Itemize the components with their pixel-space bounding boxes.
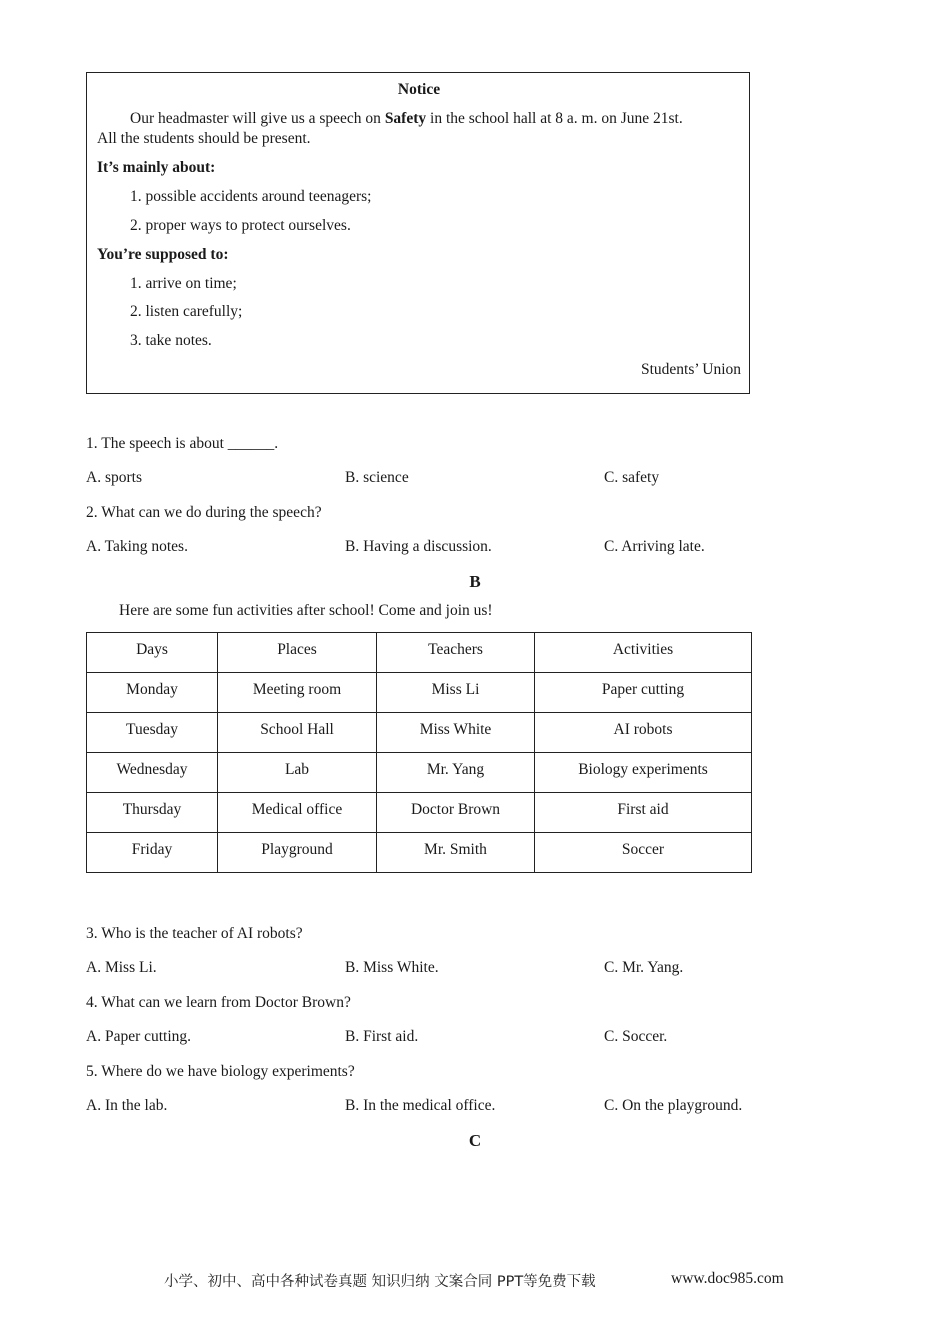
table-cell: Lab [218, 753, 377, 793]
table-cell: First aid [535, 793, 752, 833]
table-cell: Monday [87, 673, 218, 713]
question-2: 2. What can we do during the speech? [86, 504, 322, 521]
notice-title: Notice [397, 81, 441, 98]
notice-intro: Our headmaster will give us a speech on Safety in the school hall at 8 a. m. on June 21st. [130, 110, 683, 127]
section-c-letter: C [468, 1131, 482, 1150]
table-row [87, 673, 752, 713]
table-cell: School Hall [218, 713, 377, 753]
option-1c: C. safety [604, 469, 660, 486]
option-5c: C. On the playground. [604, 1097, 743, 1114]
supposed-heading: You’re supposed to: [97, 246, 229, 263]
option-4a: A. Paper cutting. [86, 1028, 192, 1045]
option-3c: C. Mr. Yang. [604, 959, 684, 976]
table-cell: Doctor Brown [377, 793, 535, 833]
option-3b: B. Miss White. [345, 959, 439, 976]
option-4b: B. First aid. [345, 1028, 419, 1045]
table-header-cell: Teachers [377, 633, 535, 673]
table-cell: Playground [218, 833, 377, 873]
option-2a: A. Taking notes. [86, 538, 188, 555]
option-3a: A. Miss Li. [86, 959, 157, 976]
option-2b: B. Having a discussion. [345, 538, 492, 555]
table-cell: Mr. Yang [377, 753, 535, 793]
table-header-cell: Activities [535, 633, 752, 673]
table-row [87, 793, 752, 833]
table-cell: Biology experiments [535, 753, 752, 793]
question-5: 5. Where do we have biology experiments? [86, 1063, 355, 1080]
table-cell: Meeting room [218, 673, 377, 713]
section-b-letter: B [469, 572, 481, 591]
safety-keyword: Safety [384, 110, 427, 127]
table-cell: Mr. Smith [377, 833, 535, 873]
table-row [87, 753, 752, 793]
table-cell: Tuesday [87, 713, 218, 753]
question-3: 3. Who is the teacher of AI robots? [86, 925, 303, 942]
about-heading: It’s mainly about: [97, 159, 216, 176]
option-1b: B. science [345, 469, 409, 486]
table-cell: AI robots [535, 713, 752, 753]
table-row [87, 713, 752, 753]
notice-intro-line2: All the students should be present. [97, 130, 311, 147]
option-4c: C. Soccer. [604, 1028, 668, 1045]
option-1a: A. sports [86, 469, 142, 486]
supposed-item: 1. arrive on time; [130, 275, 237, 292]
table-header-cell: Places [218, 633, 377, 673]
table-cell: Wednesday [87, 753, 218, 793]
table-row [87, 833, 752, 873]
about-item: 1. possible accidents around teenagers; [130, 188, 372, 205]
option-5a: A. In the lab. [86, 1097, 168, 1114]
notice-signature: Students’ Union [640, 361, 741, 378]
table-cell: Miss White [377, 713, 535, 753]
footer-text: 小学、初中、高中各种试卷真题 知识归纳 文案合同 PPT等免费下载 [164, 1274, 596, 1290]
option-2c: C. Arriving late. [604, 538, 705, 555]
table-cell: Thursday [87, 793, 218, 833]
activities-table [86, 632, 752, 873]
footer-url[interactable]: www.doc985.com [671, 1270, 784, 1287]
section-b-intro: Here are some fun activities after school! Come and join us! [119, 602, 493, 619]
table-cell: Paper cutting [535, 673, 752, 713]
table-cell: Miss Li [377, 673, 535, 713]
table-header-cell: Days [87, 633, 218, 673]
question-1: 1. The speech is about ______. [86, 435, 279, 452]
table-cell: Soccer [535, 833, 752, 873]
supposed-item: 3. take notes. [130, 332, 212, 349]
supposed-item: 2. listen carefully; [130, 303, 243, 320]
table-cell: Medical office [218, 793, 377, 833]
table-cell: Friday [87, 833, 218, 873]
notice-box [86, 72, 750, 394]
table-header-row [87, 633, 752, 673]
question-4: 4. What can we learn from Doctor Brown? [86, 994, 351, 1011]
about-item: 2. proper ways to protect ourselves. [130, 217, 351, 234]
option-5b: B. In the medical office. [345, 1097, 496, 1114]
